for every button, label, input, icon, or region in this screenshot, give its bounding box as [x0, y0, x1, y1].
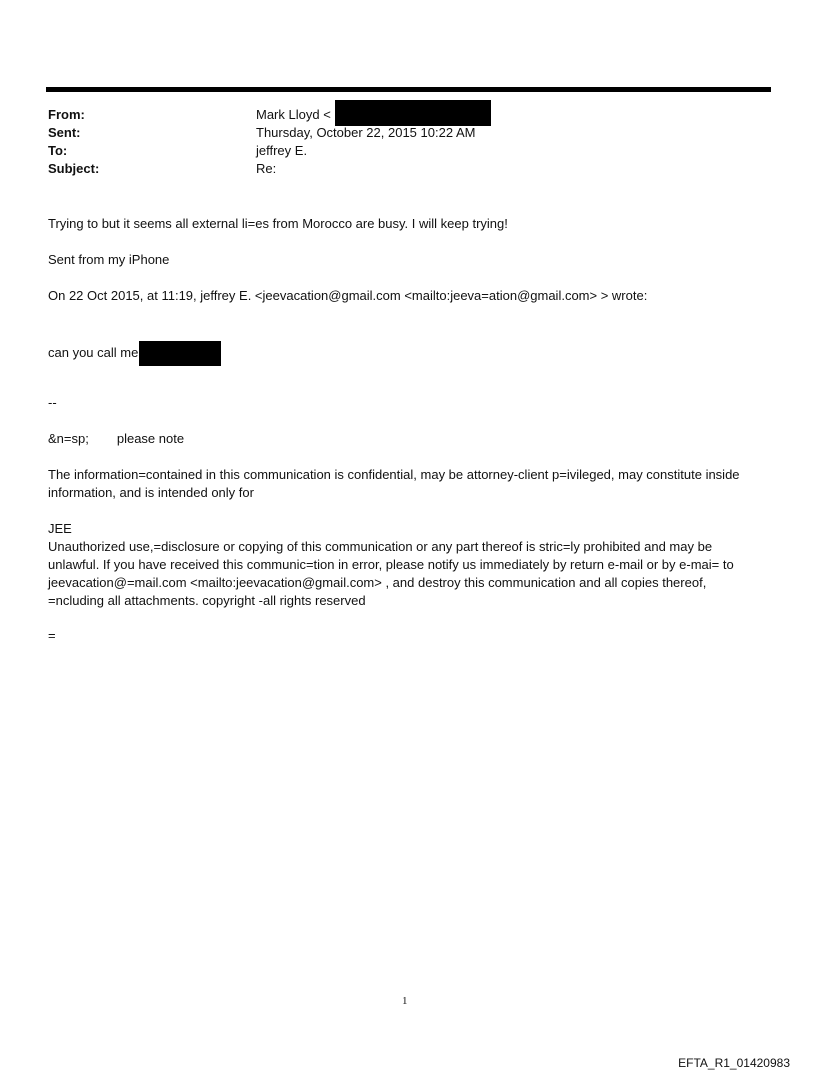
- header-divider: [46, 87, 771, 92]
- from-value-container: [256, 106, 768, 124]
- nbsp-token: &n=sp;: [48, 431, 89, 446]
- from-value: Mark Lloyd <: [256, 107, 331, 122]
- please-note-line: [48, 430, 760, 448]
- message-line: Trying to but it seems all external li=es from Morocco are busy. I will keep trying!: [48, 216, 508, 231]
- to-value: jeffrey E.: [256, 143, 308, 158]
- sent-label: Sent:: [48, 125, 81, 140]
- to-label: To:: [48, 143, 68, 158]
- email-header: [48, 106, 768, 178]
- subject-row: [48, 160, 768, 178]
- page-number: 1: [402, 995, 408, 1007]
- signature-line: Sent from my iPhone: [48, 252, 170, 267]
- call-request-line: [48, 341, 760, 366]
- sent-value: Thursday, October 22, 2015 10:22 AM: [256, 125, 476, 140]
- call-request-text: can you call me: [48, 344, 139, 360]
- to-row: [48, 142, 768, 160]
- document-id: EFTA_R1_01420983: [678, 1056, 790, 1070]
- subject-value: Re:: [256, 161, 277, 176]
- from-label: From:: [48, 107, 85, 122]
- separator-line: --: [48, 395, 57, 410]
- confidentiality-paragraph: The information=contained in this communication is confidential, may be attorney-client p=ivileged, may constitute inside information, and is intended only for: [48, 467, 740, 500]
- from-row: [48, 106, 768, 124]
- please-note-text: please note: [116, 431, 185, 446]
- sent-row: [48, 124, 768, 142]
- redaction-block-email: [335, 100, 491, 126]
- redaction-block-phone: [139, 341, 221, 366]
- initials-line: JEE: [48, 521, 72, 536]
- trailing-equals: =: [48, 628, 56, 643]
- subject-label: Subject:: [48, 161, 100, 176]
- quote-intro: On 22 Oct 2015, at 11:19, jeffrey E. <jeevacation@gmail.com <mailto:jeeva=ation@gmail.com> > wrote:: [48, 288, 648, 303]
- unauthorized-use-paragraph: Unauthorized use,=disclosure or copying of this communication or any part thereof is stric=ly prohibited and may be unlawful. If you have received this communic=tion in error, please notify us immediately by return e-mail or by e-mai= to jeevacation@=mail.com <mailto:jeevacation@gmail.com> , and destroy this communication and all copies thereof, =ncluding all attachments. copyright -all rights reserved: [48, 539, 734, 608]
